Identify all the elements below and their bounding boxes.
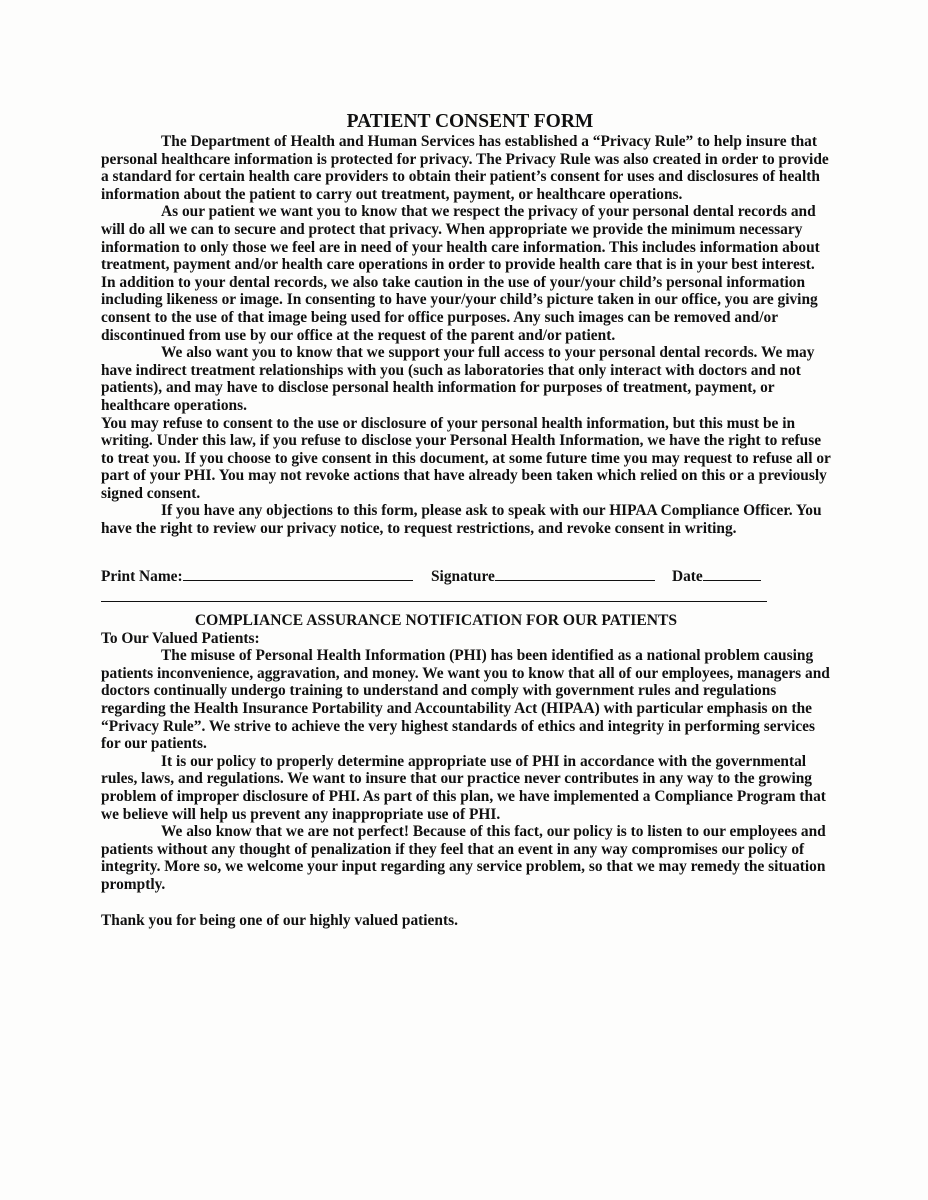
signature-field[interactable] — [431, 565, 655, 586]
print-name-label: Print Name: — [101, 567, 183, 585]
consent-paragraph-1: The Department of Health and Human Services has established a “Privacy Rule” to help insure that personal healthcare information is protected for privacy. The Privacy Rule was also created in order to provide a standard for certain health care providers to obtain their patient’s consent for uses and disclosures of health information about the patient to carry out treatment, payment, or healthcare operations. — [101, 133, 829, 203]
signature-blank[interactable] — [495, 565, 655, 581]
date-blank[interactable] — [703, 565, 761, 581]
notice-paragraph-2: It is our policy to properly determine appropriate use of PHI in accordance with the governmental rules, laws, and regulations. We want to insure that our practice never contributes in any way to the growing problem of improper disclosure of PHI. As part of this plan, we have implemented a Compliance Program that we believe will help us prevent any inappropriate use of PHI. — [101, 752, 826, 823]
print-name-field[interactable] — [101, 565, 413, 586]
notice-thanks: Thank you for being one of our highly valued patients. — [101, 911, 458, 929]
date-field[interactable] — [672, 565, 761, 586]
notice-title: COMPLIANCE ASSURANCE NOTIFICATION FOR OUR PATIENTS — [194, 611, 678, 629]
notice-paragraph-3: We also know that we are not perfect! Because of this fact, our policy is to listen to our employees and patients without any thought of penalization if they feel that an event in any way compromises our policy of integrity. More so, we welcome your input regarding any service problem, so that we may remedy the situation promptly. — [101, 823, 826, 893]
date-label: Date — [672, 567, 703, 585]
consent-paragraph-4: You may refuse to consent to the use or disclosure of your personal health information, but this must be in writing. Under this law, if you refuse to disclose your Personal Health Information, we have the right to refuse to treat you. If you choose to give consent in this document, at some future time you may request to refuse all or part of your PHI. You may not revoke actions that have already been taken which relied on this or a previously signed consent. — [101, 414, 831, 502]
consent-paragraph-5: If you have any objections to this form, please ask to speak with our HIPAA Compliance Officer. You have the right to review our privacy notice, to request restrictions, and revoke consent in writing. — [101, 502, 822, 538]
print-name-blank[interactable] — [183, 565, 413, 581]
consent-paragraph-2: As our patient we want you to know that we respect the privacy of your personal dental records and will do all we can to secure and protect that privacy. When appropriate we provide the minimum necessary information to only those we feel are in need of your health care information. This includes information about treatment, payment and/or health care operations in order to provide health care that is in your best interest. In addition to your dental records, we also take caution in the use of your/your child’s personal information including likeness or image. In consenting to have your/your child’s picture taken in our office, you are giving consent to the use of that image being used for office purposes. Any such images can be removed and/or discontinued from use by our office at the request of the parent and/or patient. — [101, 203, 820, 344]
notice-salutation: To Our Valued Patients: — [101, 629, 260, 647]
notice-paragraph-1: The misuse of Personal Health Information (PHI) has been identified as a national problem causing patients inconvenience, aggravation, and money. We want you to know that all of our employees, managers and doctors continually undergo training to understand and comply with government rules and regulations regarding the Health Insurance Portability and Accountability Act (HIPAA) with particular emphasis on the “Privacy Rule”. We strive to achieve the very highest standards of ethics and integrity in performing services for our patients. — [101, 647, 830, 753]
signature-block — [101, 565, 831, 587]
document-page — [101, 111, 831, 929]
section-divider — [101, 601, 767, 602]
consent-title: PATIENT CONSENT FORM — [346, 111, 594, 132]
signature-label: Signature — [431, 567, 495, 585]
consent-paragraph-3: We also want you to know that we support your full access to your personal dental records. We may have indirect treatment relationships with you (such as laboratories that only interact with doctors and not patients), and may have to disclose personal health information for purposes of treatment, payment, or healthcare operations. — [101, 344, 815, 414]
